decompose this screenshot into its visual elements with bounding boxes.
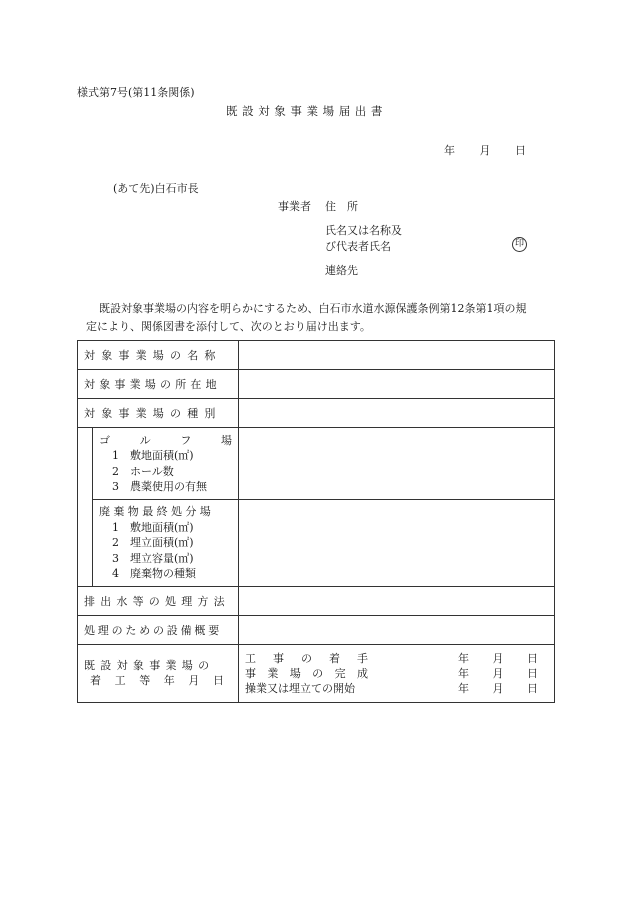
table-row [78, 399, 555, 428]
form-number: 様式第7号(第11条関係) [77, 86, 195, 99]
label-landfill [93, 500, 239, 587]
landfill-field[interactable] [239, 500, 555, 587]
start-item-label: 工 事 の 着 手 [245, 651, 368, 665]
facility-outline-field[interactable] [239, 615, 555, 644]
start-item-label: 事 業 場 の 完 成 [245, 666, 368, 680]
facility-type-field[interactable] [239, 399, 555, 428]
landfill-item-1: 1 敷地面積(㎡) [112, 520, 194, 534]
indent-column [78, 428, 93, 587]
name-label-line1: 氏名又は名称及 [325, 224, 402, 237]
addressee: (あて先)白石市長 [113, 182, 199, 195]
start-item-completion: 事 業 場 の 完 成 年 月 日 [245, 666, 538, 680]
golf-heading: ゴ ル フ 場 [99, 433, 232, 447]
label-drainage-method: 排出水等の処理方法 [78, 586, 239, 615]
start-dates-field[interactable] [239, 644, 555, 702]
date-year: 年 [444, 144, 455, 157]
golf-item-2: 2 ホール数 [112, 464, 174, 478]
facility-name-field[interactable] [239, 341, 555, 370]
drainage-method-field[interactable] [239, 586, 555, 615]
date-line [444, 142, 526, 158]
start-item-operation: 操業又は埋立ての開始 年 月 日 [245, 681, 538, 695]
document-title: 既設対象事業場届出書 [226, 104, 387, 118]
label-facility-location: 対象事業場の所在地 [78, 370, 239, 399]
landfill-heading: 廃棄物最終処分場 [99, 505, 215, 518]
applicant-role: 事業者 [278, 200, 311, 213]
date-day: 日 [515, 144, 526, 157]
landfill-item-4: 4 廃棄物の種類 [112, 567, 196, 580]
label-start-dates: 既設対象事業場の 着 工 等 年 月 日 [78, 644, 239, 702]
table-row [78, 341, 555, 370]
landfill-item-2: 2 埋立面積(㎡) [112, 536, 194, 549]
facility-location-field[interactable] [239, 370, 555, 399]
date-month: 月 [479, 144, 491, 157]
golf-course-field[interactable] [239, 428, 555, 500]
body-text-line2: 定により、関係図書を添付して、次のとおり届け出ます。 [86, 320, 371, 333]
golf-item-1: 1 敷地面積(㎡) [112, 449, 194, 462]
label-golf-course [93, 428, 239, 500]
contact-label: 連絡先 [325, 264, 358, 277]
table-row [78, 615, 555, 644]
notification-table [77, 340, 555, 703]
start-item-construction: 工 事 の 着 手 年 月 日 [245, 651, 538, 665]
table-row [78, 370, 555, 399]
table-row [78, 500, 555, 587]
label-facility-type: 対象事業場の種別 [78, 399, 239, 428]
address-label: 住 所 [325, 200, 358, 213]
golf-item-3: 3 農薬使用の有無 [112, 480, 207, 493]
table-row [78, 586, 555, 615]
landfill-item-3: 3 埋立容量(㎥) [112, 551, 194, 565]
table-row [78, 644, 555, 702]
seal-mark: 印 [512, 237, 527, 252]
table-row [78, 428, 555, 500]
label-facility-name: 対象事業場の名称 [78, 341, 239, 370]
label-facility-outline: 処理のための設備概要 [78, 615, 239, 644]
name-label-line2: び代表者氏名 [325, 240, 391, 253]
start-item-label: 操業又は埋立ての開始 [245, 681, 355, 695]
body-text-line1: 既設対象事業場の内容を明らかにするため、白石市水道水源保護条例第12条第1項の規 [99, 302, 527, 315]
